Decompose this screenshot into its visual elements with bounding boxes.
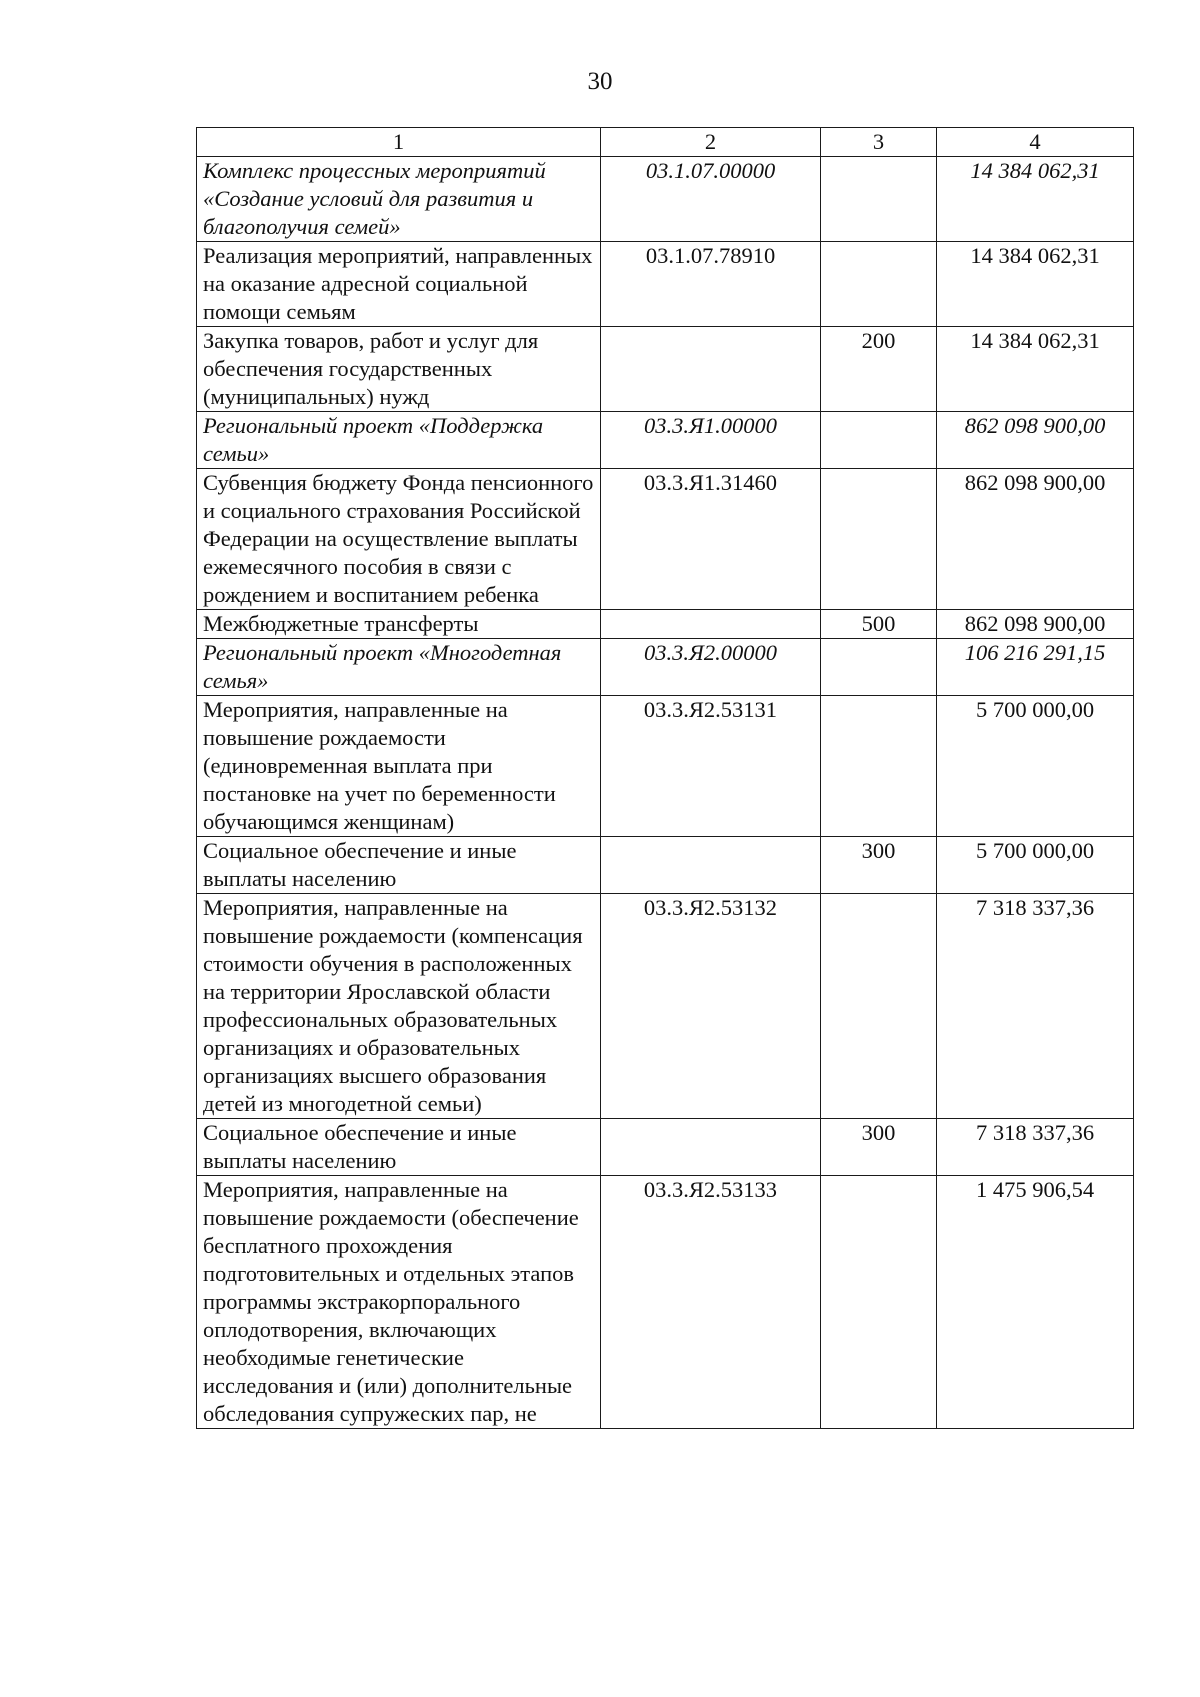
- table-header: [197, 128, 1134, 157]
- cell-name: Закупка товаров, работ и услуг для обеспечения государственных (муниципальных) нужд: [197, 327, 601, 412]
- cell-code: [601, 327, 821, 412]
- cell-amount: 5 700 000,00: [937, 837, 1134, 894]
- cell-amount: 862 098 900,00: [937, 469, 1134, 610]
- table-row: [197, 327, 1134, 412]
- cell-amount: 1 475 906,54: [937, 1176, 1134, 1429]
- cell-code: 03.3.Я2.00000: [601, 639, 821, 696]
- cell-code: 03.3.Я2.53133: [601, 1176, 821, 1429]
- cell-amount: 862 098 900,00: [937, 412, 1134, 469]
- table-row: [197, 696, 1134, 837]
- header-row: [197, 128, 1134, 157]
- cell-name: Региональный проект «Поддержка семьи»: [197, 412, 601, 469]
- cell-expense-type: [821, 157, 937, 242]
- cell-code: [601, 837, 821, 894]
- cell-name: Региональный проект «Многодетная семья»: [197, 639, 601, 696]
- cell-code: [601, 610, 821, 639]
- cell-name: Социальное обеспечение и иные выплаты населению: [197, 1119, 601, 1176]
- column-header-name: 1: [197, 128, 601, 157]
- column-header-expense-type: 3: [821, 128, 937, 157]
- cell-name: Социальное обеспечение и иные выплаты населению: [197, 837, 601, 894]
- cell-expense-type: [821, 412, 937, 469]
- cell-name: Реализация мероприятий, направленных на оказание адресной социальной помощи семьям: [197, 242, 601, 327]
- table-row: [197, 837, 1134, 894]
- cell-amount: 7 318 337,36: [937, 1119, 1134, 1176]
- column-header-amount: 4: [937, 128, 1134, 157]
- cell-expense-type: 200: [821, 327, 937, 412]
- table-row: [197, 242, 1134, 327]
- cell-name: Мероприятия, направленные на повышение рождаемости (компенсация стоимости обучения в расположенных на территории Ярославской области профессиональных образовательных организациях и образовательных организациях высшего образования детей из многодетной семьи): [197, 894, 601, 1119]
- cell-amount: 5 700 000,00: [937, 696, 1134, 837]
- cell-code: 03.3.Я2.53132: [601, 894, 821, 1119]
- table-row: [197, 469, 1134, 610]
- cell-expense-type: 300: [821, 837, 937, 894]
- table-row: [197, 1119, 1134, 1176]
- table-row: [197, 610, 1134, 639]
- table-row: [197, 157, 1134, 242]
- cell-name: Комплекс процессных мероприятий «Создание условий для развития и благополучия семей»: [197, 157, 601, 242]
- page-number: 30: [587, 68, 613, 95]
- cell-expense-type: [821, 639, 937, 696]
- cell-code: 03.3.Я1.00000: [601, 412, 821, 469]
- cell-code: 03.3.Я1.31460: [601, 469, 821, 610]
- cell-amount: 14 384 062,31: [937, 242, 1134, 327]
- cell-code: 03.1.07.78910: [601, 242, 821, 327]
- table-row: [197, 412, 1134, 469]
- cell-amount: 7 318 337,36: [937, 894, 1134, 1119]
- cell-amount: 106 216 291,15: [937, 639, 1134, 696]
- column-header-code: 2: [601, 128, 821, 157]
- table-row: [197, 894, 1134, 1119]
- cell-amount: 862 098 900,00: [937, 610, 1134, 639]
- cell-expense-type: [821, 894, 937, 1119]
- cell-expense-type: [821, 1176, 937, 1429]
- cell-name: Субвенция бюджету Фонда пенсионного и социального страхования Российской Федерации на осуществление выплаты ежемесячного пособия в связи с рождением и воспитанием ребенка: [197, 469, 601, 610]
- cell-amount: 14 384 062,31: [937, 327, 1134, 412]
- cell-expense-type: [821, 696, 937, 837]
- cell-name: Мероприятия, направленные на повышение рождаемости (единовременная выплата при постановке на учет по беременности обучающимся женщинам): [197, 696, 601, 837]
- cell-code: 03.3.Я2.53131: [601, 696, 821, 837]
- cell-name: Межбюджетные трансферты: [197, 610, 601, 639]
- cell-expense-type: 300: [821, 1119, 937, 1176]
- cell-expense-type: 500: [821, 610, 937, 639]
- cell-amount: 14 384 062,31: [937, 157, 1134, 242]
- cell-name: Мероприятия, направленные на повышение рождаемости (обеспечение бесплатного прохождения подготовительных и отдельных этапов программы экстракорпорального оплодотворения, включающих необходимые генетические исследования и (или) дополнительные обследования супружеских пар, не: [197, 1176, 601, 1429]
- cell-expense-type: [821, 242, 937, 327]
- table-body: [197, 157, 1134, 1429]
- cell-code: 03.1.07.00000: [601, 157, 821, 242]
- table-row: [197, 639, 1134, 696]
- cell-code: [601, 1119, 821, 1176]
- cell-expense-type: [821, 469, 937, 610]
- budget-table: [196, 127, 1134, 1429]
- table-row: [197, 1176, 1134, 1429]
